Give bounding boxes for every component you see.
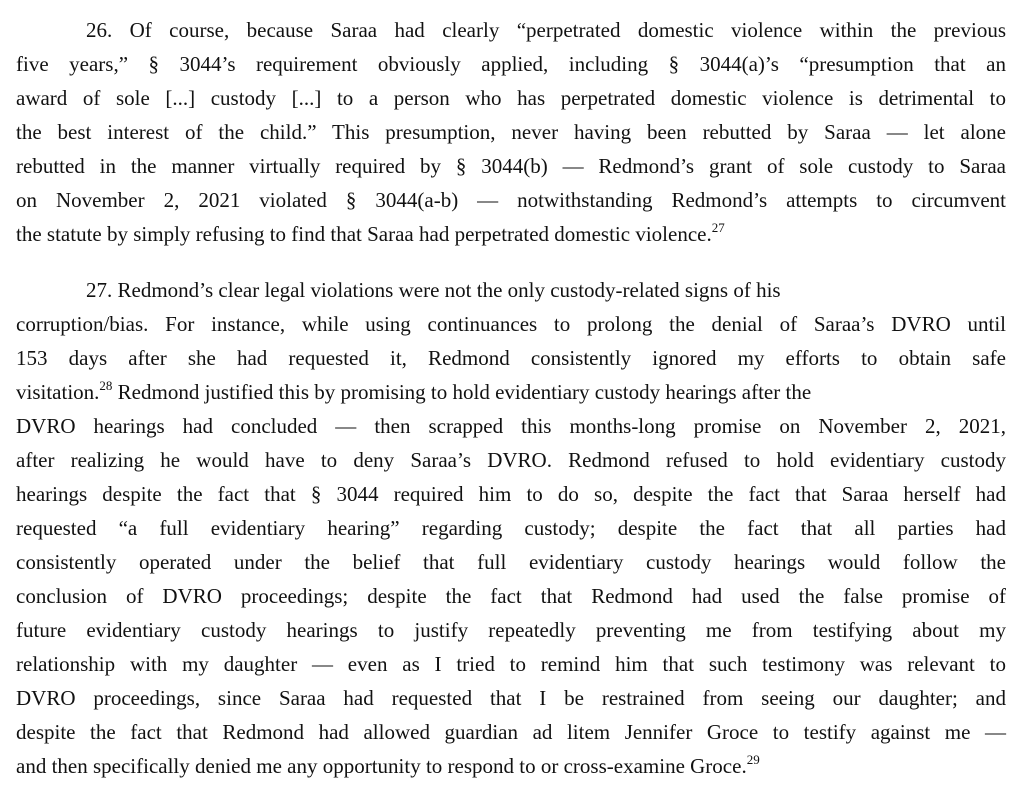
footnote-marker: 28 [99,378,113,393]
text-line: requested “a full evidentiary hearing” regarding custody; despite the fact that all parties had [16,516,1006,540]
footnote-marker: 27 [711,220,725,235]
text-line: 153 days after she had requested it, Redmond consistently ignored my efforts to obtain safe [16,346,1006,370]
text-line: after realizing he would have to deny Saraa’s DVRO. Redmond refused to hold evidentiary custody [16,448,1006,472]
footnote-marker: 29 [746,752,760,767]
text-line: future evidentiary custody hearings to justify repeatedly preventing me from testifying about my [16,618,1006,642]
text-line: DVRO hearings had concluded — then scrapped this months-long promise on November 2, 2021, [16,414,1006,438]
document-page [16,13,1006,783]
text-line: five years,” § 3044’s requirement obviously applied, including § 3044(a)’s “presumption that an [16,52,1006,76]
text-line: conclusion of DVRO proceedings; despite the fact that Redmond had used the false promise of [16,584,1006,608]
text-line: consistently operated under the belief that full evidentiary custody hearings would follow the [16,550,1006,574]
text-line: award of sole [...] custody [...] to a person who has perpetrated domestic violence is detrimental to [16,86,1006,110]
text-line [16,375,1006,409]
text-line: corruption/bias. For instance, while using continuances to prolong the denial of Saraa’s DVRO until [16,312,1006,336]
text-line: relationship with my daughter — even as I tried to remind him that such testimony was relevant to [16,652,1006,676]
text-line: 27. Redmond’s clear legal violations were not the only custody-related signs of his [86,278,781,302]
text-line [16,749,1006,783]
text-line: the best interest of the child.” This presumption, never having been rebutted by Saraa — let alone [16,120,1006,144]
line-text: and then specifically denied me any opportunity to respond to or cross-examine Groce. [16,754,747,778]
text-line: DVRO proceedings, since Saraa had requested that I be restrained from seeing our daughter; and [16,686,1006,710]
text-line [16,217,1006,251]
line-text: visitation. [16,380,100,404]
line-text: the statute by simply refusing to find that Saraa had perpetrated domestic violence. [16,222,712,246]
line-text: Redmond justified this by promising to hold evidentiary custody hearings after the [112,380,812,404]
text-line: despite the fact that Redmond had allowed guardian ad litem Jennifer Groce to testify against me — [16,720,1006,744]
text-line: rebutted in the manner virtually required by § 3044(b) — Redmond’s grant of sole custody to Saraa [16,154,1006,178]
text-line: on November 2, 2021 violated § 3044(a-b) — notwithstanding Redmond’s attempts to circumvent [16,188,1006,212]
text-line: hearings despite the fact that § 3044 required him to do so, despite the fact that Saraa herself had [16,482,1006,506]
paragraph-27 [16,273,1006,783]
text-line: 26. Of course, because Saraa had clearly “perpetrated domestic violence within the previous [86,18,1006,42]
paragraph-26 [16,13,1006,251]
